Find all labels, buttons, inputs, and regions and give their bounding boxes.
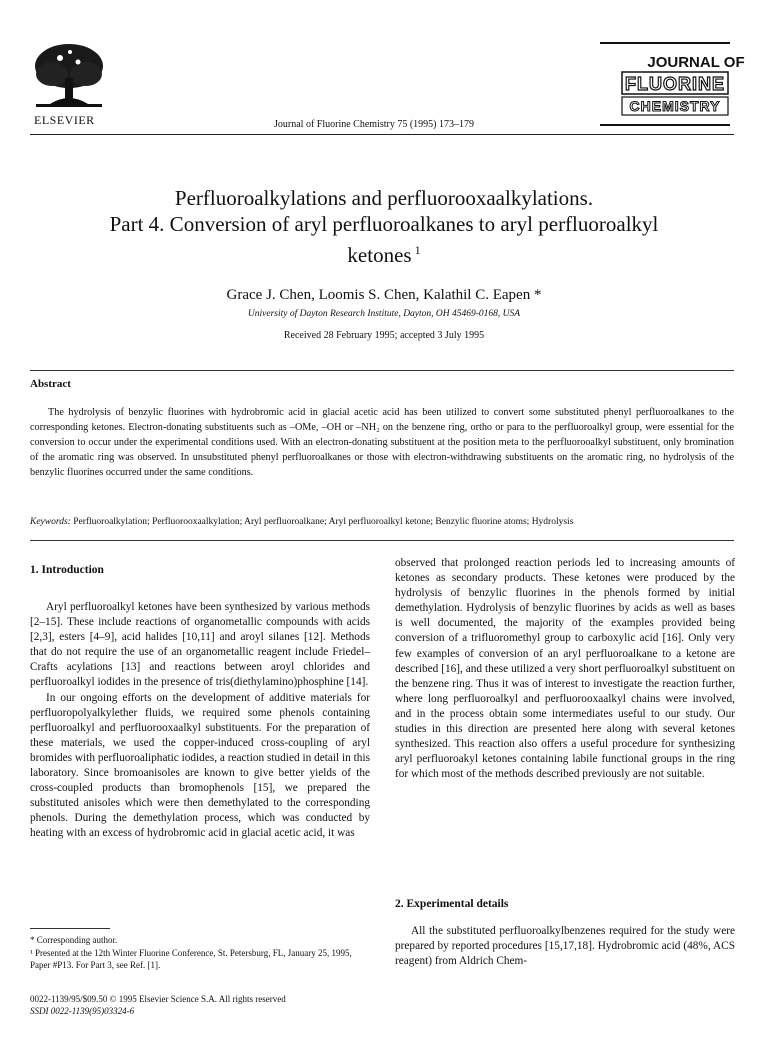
article-title-line1: Perfluoroalkylations and perfluorooxaalkylations. bbox=[174, 186, 594, 210]
publisher-name: ELSEVIER bbox=[34, 113, 95, 127]
intro-paragraph-1: Aryl perfluoroalkyl ketones have been synthesized by various methods [2–15]. These include reactions of organometallic compounds with acids [2,3], esters [4–9], acid halides [10,11] and aroyl silanes [12]. Methods that do not require the use of an organometallic reagent include Friedel–Crafts acylations [13] and reactions between aroyl chlorides and perfluoroalkyl iodides in the presence of tris(diethylamino)phosphine [14]. bbox=[30, 601, 370, 689]
abstract-body bbox=[30, 405, 734, 480]
keywords-line bbox=[30, 517, 734, 527]
experimental-body bbox=[395, 924, 735, 969]
copyright-block bbox=[30, 993, 286, 1017]
title-footnote-marker: 1 bbox=[414, 243, 421, 257]
footnote-corresponding-author: * Corresponding author. bbox=[30, 935, 118, 945]
abstract-heading: Abstract bbox=[30, 378, 71, 390]
intro-paragraph-2: In our ongoing efforts on the development of additive materials for perfluoropolyalkylether fluids, we required some phenols containing perfluoroalkyl and perfluorooxaalkyl substituents. For the preparation of these materials, we used the copper-induced cross-coupling of aryl bromides with perfluoroaliphatic iodides, a reaction studied in detail in this laboratory. Since bromoanisoles are known to give better yields of the cross-coupled products than bromophenols [15], we prepared the substituted anisoles which were then demethylated to the corresponding phenols. During the demethylation process, which was conducted by heating with an excess of hydrobromic acid in glacial acetic acid, it was bbox=[30, 691, 370, 840]
section-heading-introduction: 1. Introduction bbox=[30, 564, 104, 576]
journal-logo-top-rule bbox=[600, 42, 730, 44]
keywords-text: Perfluoroalkylation; Perfluorooxaalkylation; Aryl perfluoroalkane; Aryl perfluoroalkyl ketone; Benzylic fluorine atoms; Hydrolysis bbox=[73, 517, 574, 527]
keywords-label: Keywords: bbox=[30, 517, 71, 527]
journal-logo-bottom-rule bbox=[600, 124, 730, 126]
author-list: Grace J. Chen, Loomis S. Chen, Kalathil C. Eapen * bbox=[226, 287, 542, 303]
footnote-1: ¹ Presented at the 12th Winter Fluorine Conference, St. Petersburg, FL, January 25, 1995, Paper #P13. For Part 3, see Ref. [1]. bbox=[30, 948, 352, 970]
intro-paragraph-3: observed that prolonged reaction periods led to increasing amounts of ketones as secondary products. These ketones were produced by the hydrolysis of benzylic fluorines in the phenols formed by initial demethylation. Hydrolysis of benzylic fluorines by acids as well as bases is well documented, the majority of the examples provided being conversion of a trifluoromethyl group to carboxylic acid [16]. Only very few examples of conversion of an aryl perfluoroalkane to a ketone are described [16], and these utilized a very short perfluoroalkyl substituent on the benzene ring. Thus it was of interest to investigate the reaction further, where long perfluoroalkyl and perfluorooxaalkyl chains were involved, and in the process obtain some intermediates useful to our study. Our studies in this direction are presented here along with several ketones synthesized. This reaction also offers a useful procedure for synthesizing aryl perfluoroakyl ketones containing labile functional groups in the ring for which most of the methods described previously are not suitable. bbox=[395, 557, 735, 781]
section-heading-experimental: 2. Experimental details bbox=[395, 898, 509, 910]
journal-of-fluorine-chemistry-logo bbox=[600, 45, 745, 121]
left-column-body bbox=[30, 600, 370, 842]
abstract-top-rule bbox=[30, 370, 734, 371]
abstract-bottom-rule bbox=[30, 540, 734, 541]
journal-logo-line3: CHEMISTRY bbox=[629, 98, 721, 114]
abstract-paragraph: The hydrolysis of benzylic fluorines with hydrobromic acid in glacial acetic acid has been utilized to convert some substituted phenyl perfluoroalkanes to the corresponding ketones. Electron-donating substituents such as –OMe, –OH or –NH₂ on the benzene ring, ortho or para to the perfluoroalkyl group, were essential for the conversion to occur under the experimental conditions used. With an electron-donating substituent at the position meta to the perfluorooalkyl substituent, only bromination of the aromatic ring was observed. In unsubstituted phenyl perfluoroalkanes or those with electron-withdrawing substituents on the aromatic ring, no hydrolysis of the benzylic fluorines occurred under the same conditions. bbox=[30, 407, 734, 478]
right-column-body bbox=[395, 556, 735, 782]
footnote-rule bbox=[30, 928, 110, 929]
received-dates: Received 28 February 1995; accepted 3 July 1995 bbox=[283, 330, 485, 341]
ssdi-line: SSDI 0022-1139(95)03324-6 bbox=[30, 1006, 135, 1016]
header-rule bbox=[30, 134, 734, 135]
copyright-line: 0022-1139/95/$09.50 © 1995 Elsevier Science S.A. All rights reserved bbox=[30, 994, 286, 1004]
elsevier-tree-logo bbox=[30, 40, 108, 112]
article-title-word: ketones bbox=[347, 243, 412, 267]
experimental-paragraph-1: All the substituted perfluoroalkylbenzenes required for the study were prepared by reported procedures [15,17,18]. Hydrobromic acid (48%, ACS reagent) from Aldrich Chem- bbox=[395, 925, 735, 968]
journal-logo-line2: FLUORINE bbox=[625, 74, 725, 94]
journal-citation: Journal of Fluorine Chemistry 75 (1995) 173–179 bbox=[274, 119, 474, 130]
journal-logo-line1: JOURNAL OF bbox=[647, 54, 745, 71]
article-title-line3 bbox=[40, 238, 728, 267]
article-title-line2: Part 4. Conversion of aryl perfluoroalkanes to aryl perfluoroalkyl bbox=[109, 212, 659, 236]
author-affiliation: University of Dayton Research Institute, Dayton, OH 45469-0168, USA bbox=[247, 309, 521, 319]
